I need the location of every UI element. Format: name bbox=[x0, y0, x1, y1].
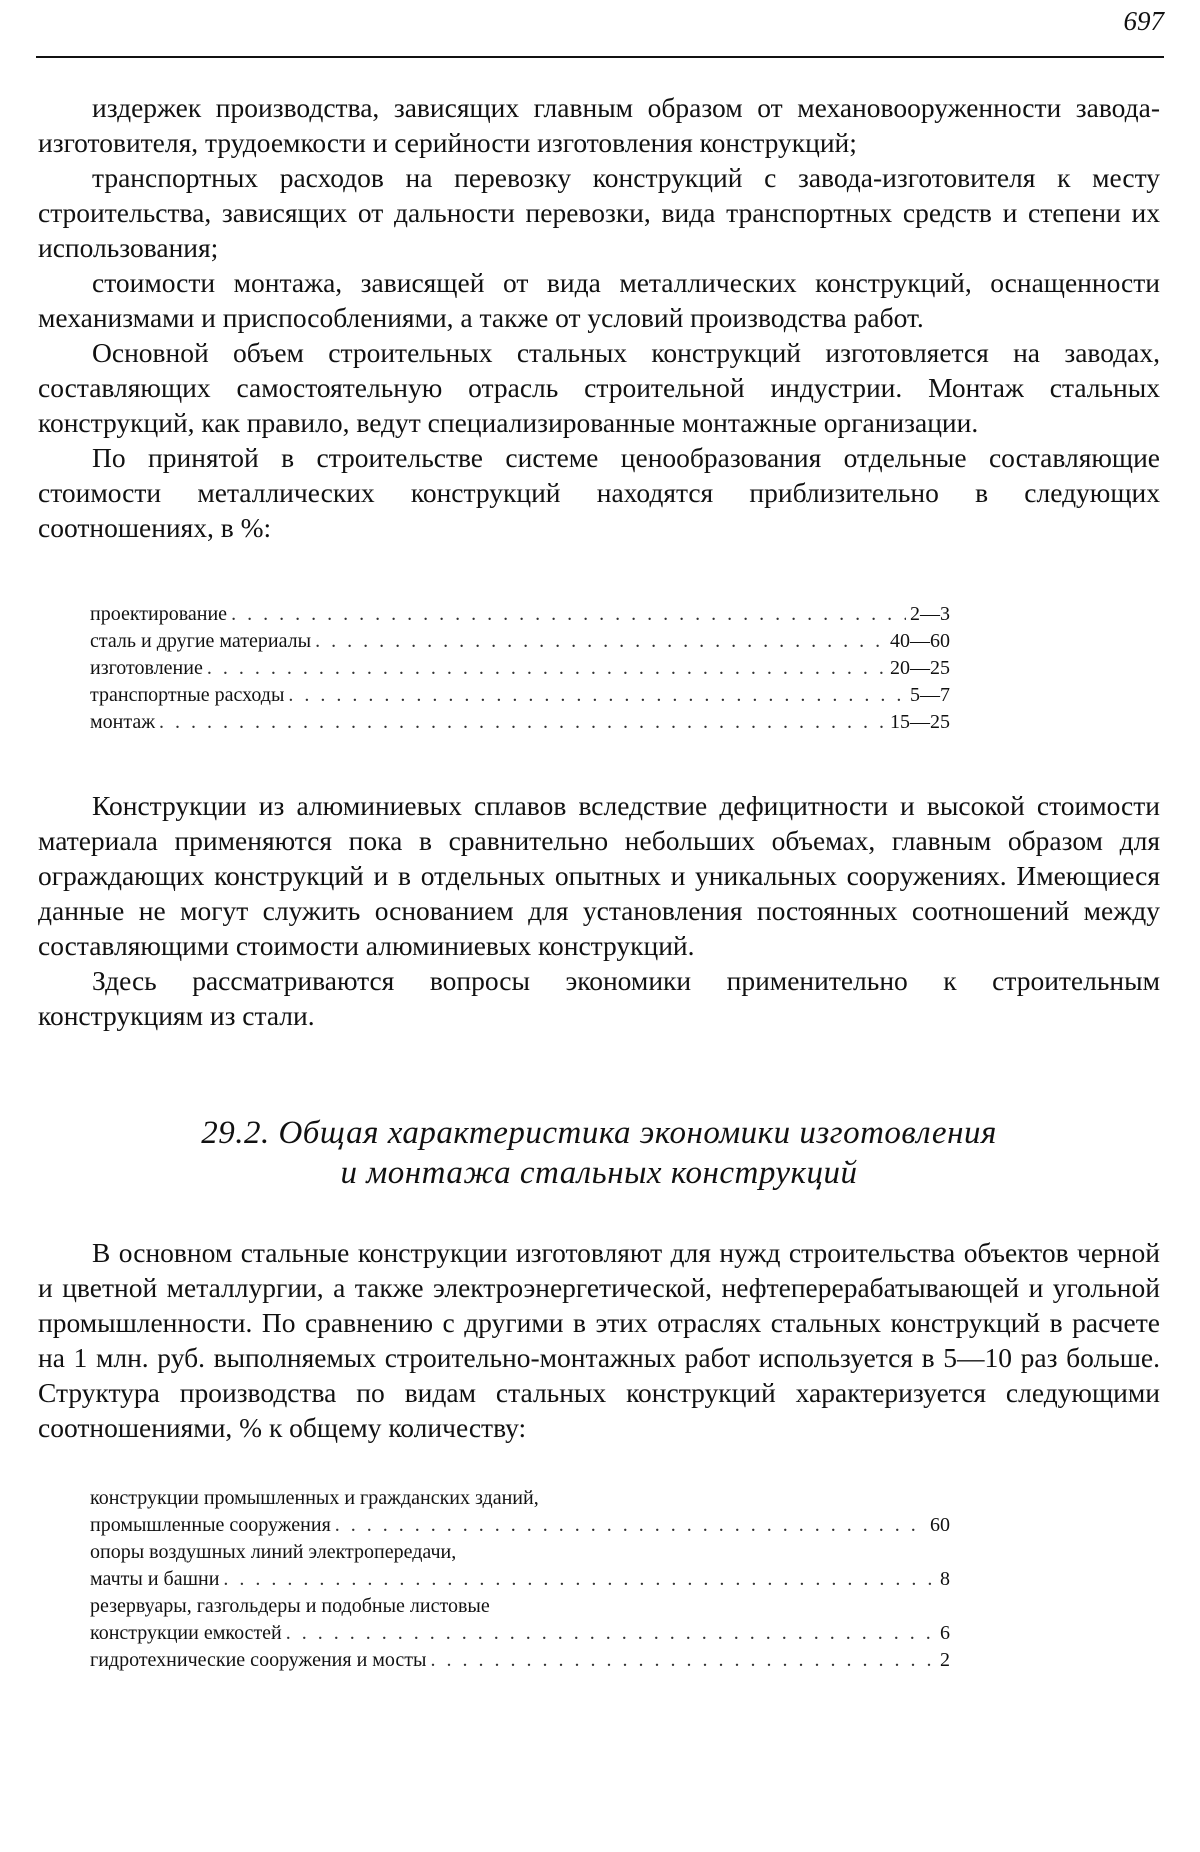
leader-dots bbox=[288, 682, 906, 709]
list-item-value: 20—25 bbox=[890, 657, 950, 679]
list-item-value: 8 bbox=[940, 1568, 950, 1590]
list-item bbox=[90, 601, 950, 628]
paragraph: В основном стальные конструкции изготовляют для нужд строительства объектов черной и цветной металлургии, а также электроэнергетической, нефтеперерабатывающей и угольной промышленности. По сравнению с другими в этих отраслях стальных конструкций в расчете на 1 млн. руб. выполняемых строительно-монтажных работ используется в 5—10 раз больше. Структура производства по видам стальных конструкций характеризуется следующими соотношениями, % к общему количеству: bbox=[38, 1237, 1160, 1443]
list-item-value: 40—60 bbox=[890, 630, 950, 652]
list-item-value: 6 bbox=[940, 1622, 950, 1644]
list-item bbox=[90, 1593, 950, 1647]
list-item-value: 15—25 bbox=[890, 711, 950, 733]
paragraph: По принятой в строительстве системе ценообразования отдельные составляющие стоимости металлических конструкций находятся приблизительно в следующих соотношениях, в %: bbox=[38, 442, 1160, 543]
list-item-value: 5—7 bbox=[910, 684, 950, 706]
header-rule bbox=[36, 56, 1164, 58]
list-item bbox=[90, 1485, 950, 1539]
list-item-label: сталь и другие материалы bbox=[90, 630, 312, 652]
production-structure-list bbox=[90, 1485, 950, 1674]
list-item bbox=[90, 628, 950, 655]
paragraph: Здесь рассматриваются вопросы экономики применительно к строительным конструкциям из стали. bbox=[38, 965, 1160, 1031]
paragraph: издержек производства, зависящих главным образом от механовооруженности завода-изготовителя, трудоемкости и серийности изготовления конструкций; bbox=[38, 92, 1160, 158]
list-item-value: 60 bbox=[930, 1514, 950, 1536]
list-item-value: 2 bbox=[940, 1649, 950, 1671]
list-item bbox=[90, 655, 950, 682]
spacer bbox=[38, 736, 1160, 788]
page-number: 697 bbox=[1123, 6, 1164, 36]
list-item bbox=[90, 1647, 950, 1674]
leader-dots bbox=[231, 601, 906, 628]
leader-dots bbox=[430, 1647, 936, 1674]
section-heading-line: и монтажа стальных конструкций bbox=[340, 1155, 858, 1191]
list-item bbox=[90, 709, 950, 736]
list-item-label: мачты и башни bbox=[90, 1568, 220, 1590]
list-item bbox=[90, 682, 950, 709]
list-item-label-line: резервуары, газгольдеры и подобные листовые bbox=[90, 1595, 490, 1617]
list-item-label-line: конструкции промышленных и гражданских зданий, bbox=[90, 1487, 539, 1509]
paragraph: транспортных расходов на перевозку конструкций с завода-изготовителя к месту строительства, зависящих от дальности перевозки, вида транспортных средств и степени их использования; bbox=[38, 162, 1160, 263]
section-heading bbox=[38, 1113, 1160, 1193]
list-item-label-line: опоры воздушных линий электропередачи, bbox=[90, 1541, 457, 1563]
section-heading-line: 29.2. Общая характеристика экономики изготовления bbox=[201, 1115, 997, 1151]
paragraph: стоимости монтажа, зависящей от вида металлических конструкций, оснащенности механизмами и приспособлениями, а также от условий производства работ. bbox=[38, 267, 1160, 333]
leader-dots bbox=[207, 655, 886, 682]
list-item-label: транспортные расходы bbox=[90, 684, 285, 706]
leader-dots bbox=[223, 1566, 936, 1593]
list-item-label: изготовление bbox=[90, 657, 203, 679]
page-body bbox=[38, 90, 1160, 1674]
cost-breakdown-list bbox=[90, 601, 950, 736]
paragraph: Конструкции из алюминиевых сплавов вследствие дефицитности и высокой стоимости материала применяются пока в сравнительно небольших объемах, главным образом для ограждающих конструкций и в отдельных опытных и уникальных сооружениях. Имеющиеся данные не могут служить основанием для установления постоянных соотношений между составляющими стоимости алюминиевых конструкций. bbox=[38, 790, 1160, 961]
leader-dots bbox=[159, 709, 886, 736]
leader-dots bbox=[286, 1620, 936, 1647]
list-item-label: монтаж bbox=[90, 711, 156, 733]
list-item-label: конструкции емкостей bbox=[90, 1622, 282, 1644]
list-item-label: промышленные сооружения bbox=[90, 1514, 331, 1536]
leader-dots bbox=[315, 628, 886, 655]
paragraph: Основной объем строительных стальных конструкций изготовляется на заводах, составляющих самостоятельную отрасль строительной индустрии. Монтаж стальных конструкций, как правило, ведут специализированные монтажные организации. bbox=[38, 337, 1160, 438]
leader-dots bbox=[335, 1512, 926, 1539]
list-item-label: проектирование bbox=[90, 603, 228, 625]
list-item-value: 2—3 bbox=[910, 603, 950, 625]
list-item bbox=[90, 1539, 950, 1593]
list-item-label: гидротехнические сооружения и мосты bbox=[90, 1649, 427, 1671]
